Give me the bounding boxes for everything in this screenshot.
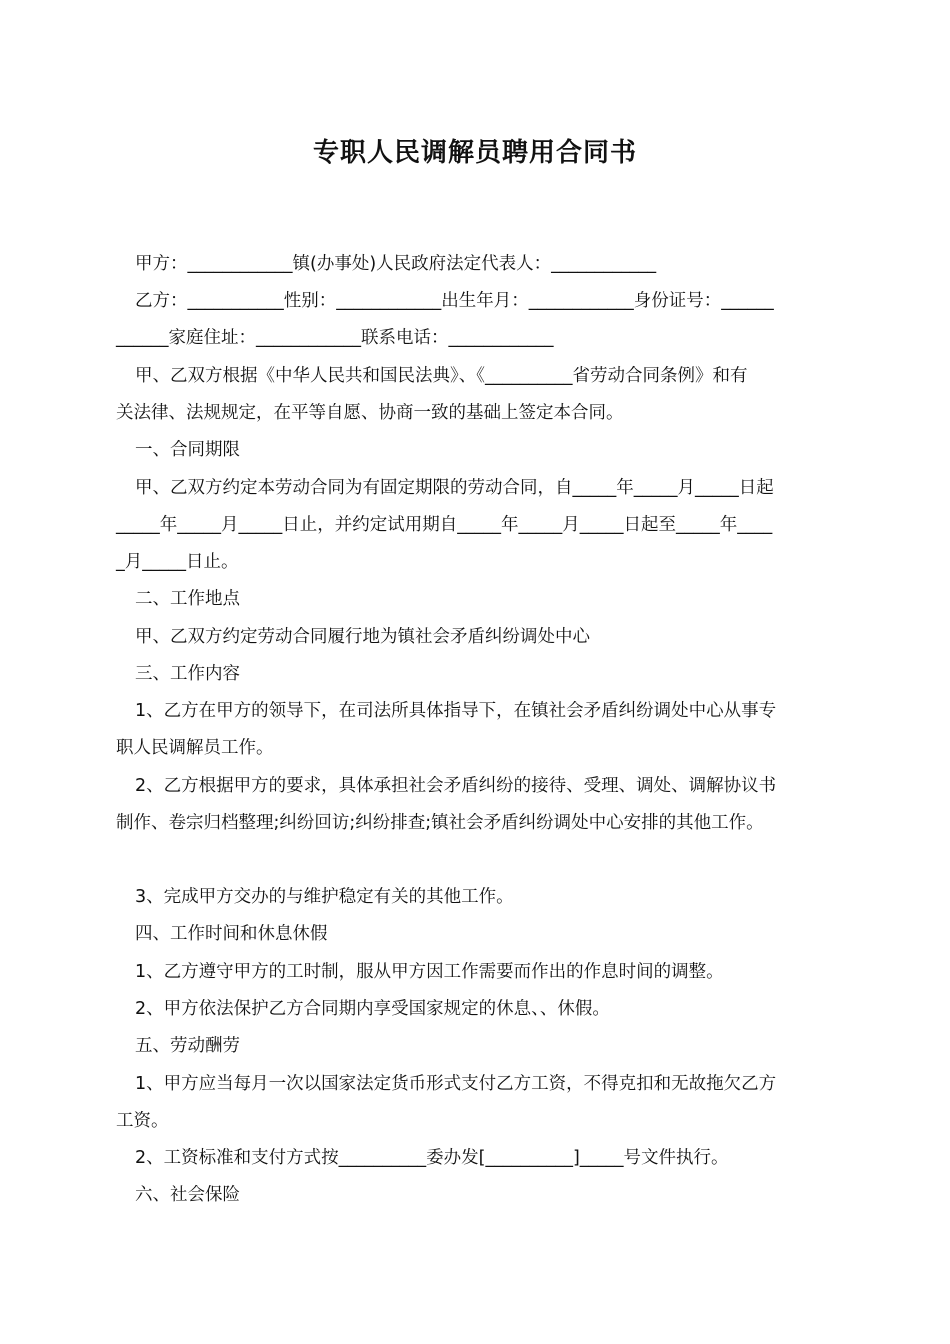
intro-paragraph: 甲、乙双方根据《中华人民共和国民法典》、《__________省劳动合同条例》和有: [135, 366, 748, 386]
document-title: 专职人民调解员聘用合同书: [312, 138, 637, 168]
content-item-1-cont: 职人民调解员工作。: [116, 738, 274, 758]
pay-item-1: 1、甲方应当每月一次以国家法定货币形式支付乙方工资，不得克扣和无故拖欠乙方: [135, 1074, 777, 1094]
section-heading-content: 三、工作内容: [135, 664, 240, 684]
section-heading-hours: 四、工作时间和休息休假: [135, 924, 328, 944]
term-paragraph-end: _月_____日止。: [116, 552, 239, 572]
section-heading-pay: 五、劳动酬劳: [135, 1036, 240, 1056]
location-paragraph: 甲、乙双方约定劳动合同履行地为镇社会矛盾纠纷调处中心: [135, 627, 590, 647]
hours-item-2: 2、甲方依法保护乙方合同期内享受国家规定的休息、、休假。: [135, 999, 610, 1019]
section-heading-insurance: 六、社会保险: [135, 1185, 240, 1205]
content-item-1: 1、乙方在甲方的领导下，在司法所具体指导下，在镇社会矛盾纠纷调处中心从事专: [135, 701, 777, 721]
hours-item-1: 1、乙方遵守甲方的工时制，服从甲方因工作需要而作出的作息时间的调整。: [135, 962, 724, 982]
term-paragraph: 甲、乙双方约定本劳动合同为有固定期限的劳动合同，自_____年_____月_____日起: [135, 478, 774, 498]
content-item-3: 3、完成甲方交办的与维护稳定有关的其他工作。: [135, 887, 514, 907]
intro-paragraph-cont: 关法律、法规规定，在平等自愿、协商一致的基础上签定本合同。: [116, 403, 624, 423]
pay-item-1-cont: 工资。: [116, 1111, 169, 1131]
section-heading-location: 二、工作地点: [135, 589, 240, 609]
content-item-2: 2、乙方根据甲方的要求，具体承担社会矛盾纠纷的接待、受理、调处、调解协议书: [135, 776, 777, 796]
party-b-line: 乙方：___________性别：____________出生年月：____________身份证号：______: [135, 291, 774, 311]
party-a-line: 甲方：____________镇(办事处)人民政府法定代表人：____________: [135, 254, 657, 274]
section-heading-term: 一、合同期限: [135, 440, 240, 460]
content-item-2-cont: 制作、卷宗归档整理;纠纷回访;纠纷排查;镇社会矛盾纠纷调处中心安排的其他工作。: [116, 813, 764, 833]
pay-item-2: 2、工资标准和支付方式按__________委办发[__________]_____号文件执行。: [135, 1148, 729, 1168]
term-paragraph-cont: _____年_____月_____日止，并约定试用期自_____年_____月_____日起至_____年____: [116, 515, 773, 535]
party-b-line-cont: ______家庭住址：____________联系电话：____________: [116, 328, 554, 348]
